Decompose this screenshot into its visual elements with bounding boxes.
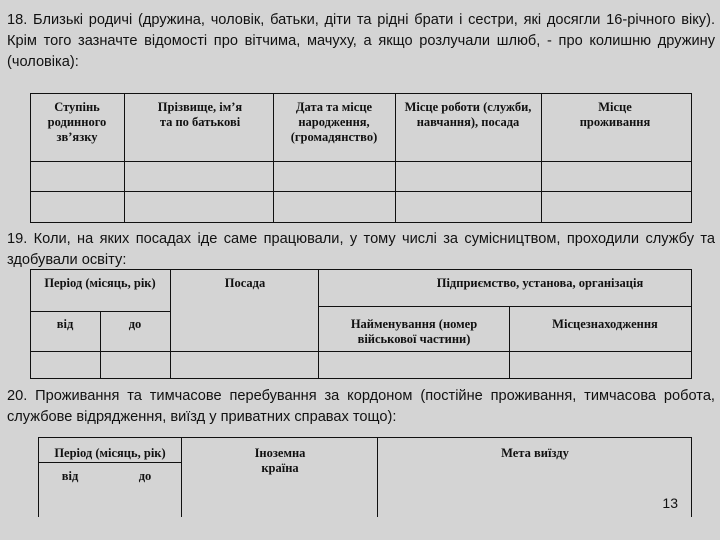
to-header-20: до: [138, 469, 152, 483]
section-20-text: 20. Проживання та тимчасове перебування за кордоном (постійне проживання, тимчасова робота, службове відрядження, виїзд у приватних справах тощо):: [7, 388, 715, 425]
country-header: Іноземна країна: [254, 446, 306, 475]
header-residence: Місце проживання: [579, 100, 651, 129]
header-relationship: Ступінь родинного зв’язку: [47, 100, 107, 144]
position-header: Посада: [224, 276, 266, 290]
name-header: Найменування (номер військової частини): [350, 317, 478, 346]
header-birth: Дата та місце народження, (громадянство): [290, 100, 378, 144]
page-number: 13: [662, 495, 678, 511]
to-header: до: [128, 317, 142, 331]
from-header-20: від: [61, 469, 79, 483]
period-header-20: Період (місяць, рік): [54, 446, 166, 460]
header-workplace: Місце роботи (служби, навчання), посада: [404, 100, 532, 129]
section-19-text: 19. Коли, на яких посадах іде саме працювали, у тому числі за сумісництвом, проходили службу та здобували освіту:: [7, 231, 715, 268]
section-18-text: 18. Близькі родичі (дружина, чоловік, батьки, діти та рідні брати і сестри, які досягли 16-річного віку). Крім того зазначте відомості про вітчима, мачуху, а якщо розлучали шлюб, - про колишню дружину (чоловіка):: [7, 12, 715, 70]
from-header: від: [56, 317, 74, 331]
header-full-name: Прізвище, ім’я та по батькові: [157, 100, 243, 129]
enterprise-header: Підприємство, установа, організація: [436, 276, 644, 290]
purpose-header: Мета виїзду: [501, 446, 569, 460]
period-header: Період (місяць, рік): [44, 276, 156, 290]
location-header: Місцезнаходження: [552, 317, 658, 331]
